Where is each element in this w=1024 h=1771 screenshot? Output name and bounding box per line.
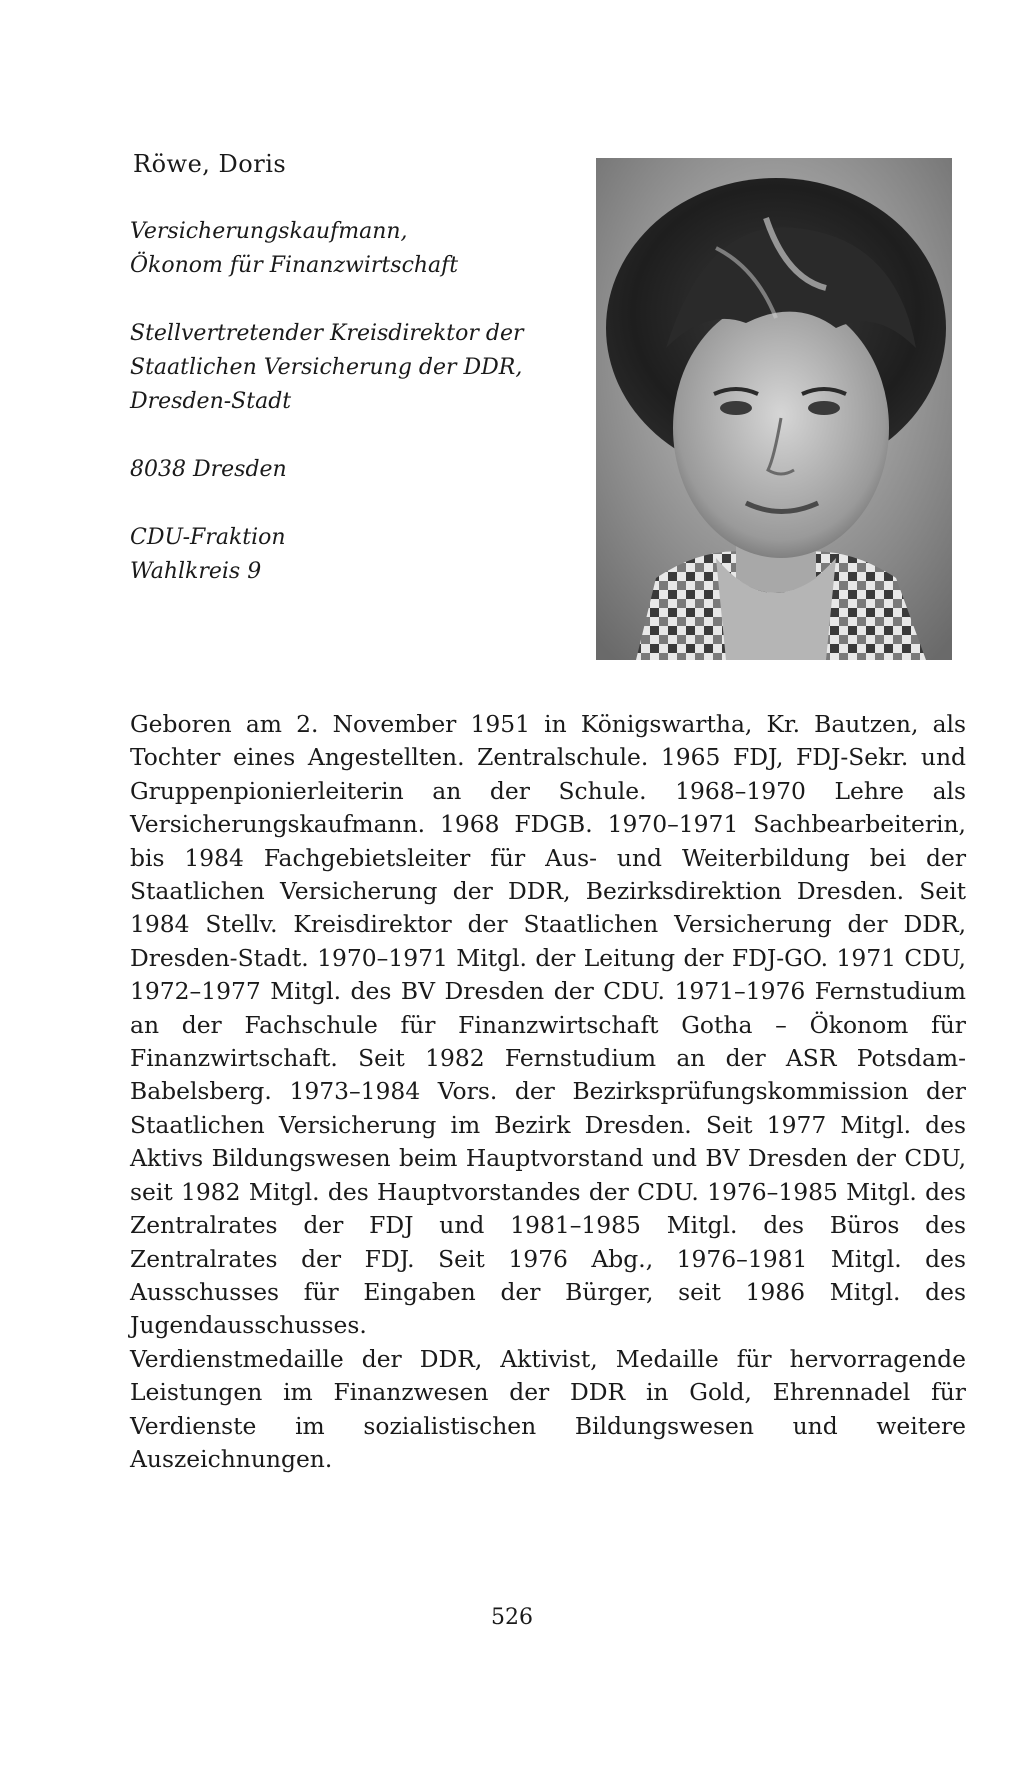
page-number: 526 xyxy=(491,1605,533,1630)
biography-paragraph: Geboren am 2. November 1951 in Königswartha, Kr. Bautzen, als Tochter eines Angestellten. Zentralschule. 1965 FDJ, FDJ-Sekr. und Gruppenpionierleiterin an der Schule. 1968–1970 Lehre als Versicherungskaufmann. 1968 FDGB. 1970–1971 Sachbearbeiterin, bis 1984 Fachgebietsleiter für Aus- und Weiterbildung bei der Staatlichen Versicherung der DDR, Bezirksdirektion Dresden. Seit 1984 Stellv. Kreisdirektor der Staatlichen Versicherung der DDR, Dresden-Stadt. 1970–1971 Mitgl. der Leitung der FDJ-GO. 1971 CDU, 1972–1977 Mitgl. des BV Dresden der CDU. 1971–1976 Fernstudium an der Fachschule für Finanzwirtschaft Gotha – Ökonom für Finanzwirtschaft. Seit 1982 Fernstudium an der ASR Potsdam-Babelsberg. 1973–1984 Vors. der Bezirksprüfungskommission der Staatlichen Versicherung im Bezirk Dresden. Seit 1977 Mitgl. des Aktivs Bildungswesen beim Hauptvorstand und BV Dresden der CDU, seit 1982 Mitgl. des Hauptvorstandes der CDU. 1976–1985 Mitgl. des Zentralrates der FDJ und 1981–1985 Mitgl. des Büros des Zentralrates der FDJ. Seit 1976 Abg., 1976–1981 Mitgl. des Ausschusses für Eingaben der Bürger, seit 1986 Mitgl. des Jugendausschusses. xyxy=(130,710,966,1340)
position-line: Stellvertretender Kreisdirektor der xyxy=(130,321,524,346)
position-block xyxy=(130,317,600,419)
address-line: 8038 Dresden xyxy=(130,457,287,482)
biography-text xyxy=(130,708,966,1476)
awards-paragraph: Verdienstmedaille der DDR, Aktivist, Medaille für hervorragende Leistungen im Finanzwesen der DDR in Gold, Ehrennadel für Verdienste im sozialistischen Bildungswesen und weitere Auszeichnungen. xyxy=(130,1344,966,1473)
position-line: Dresden-Stadt xyxy=(130,389,292,414)
address-block xyxy=(130,453,600,487)
faction-line: Wahlkreis 9 xyxy=(130,559,262,584)
entry-name: Röwe, Doris xyxy=(133,150,287,178)
portrait-photo xyxy=(596,158,952,660)
position-line: Staatlichen Versicherung der DDR, xyxy=(130,355,523,380)
faction-line: CDU-Fraktion xyxy=(130,525,286,550)
profession-line: Ökonom für Finanzwirtschaft xyxy=(130,253,459,278)
profession-line: Versicherungskaufmann, xyxy=(130,219,408,244)
profession-block xyxy=(130,215,600,283)
faction-block xyxy=(130,521,600,589)
entry-details xyxy=(130,215,600,623)
